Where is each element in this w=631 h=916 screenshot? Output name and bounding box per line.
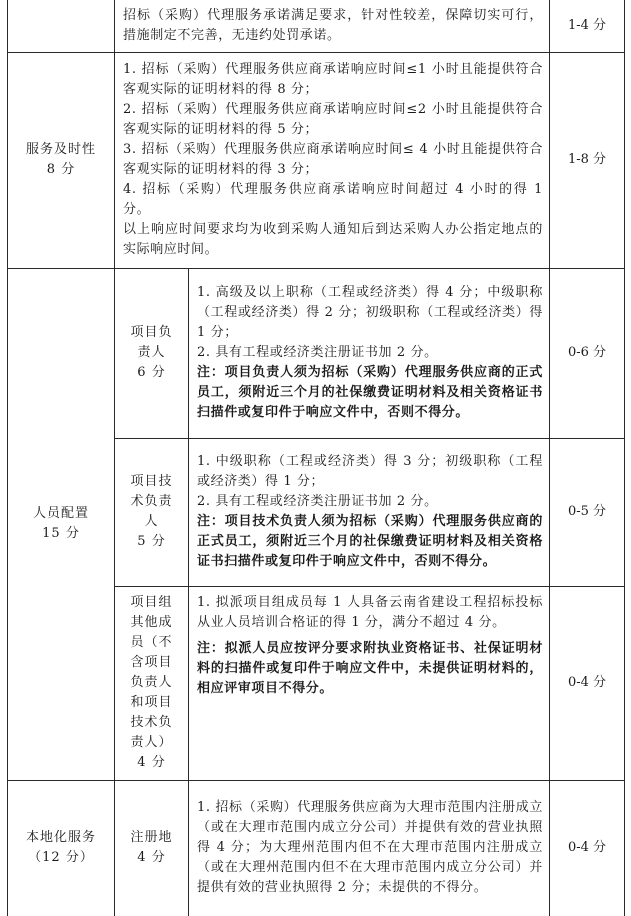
- criteria-item: 2. 招标（采购）代理服务供应商承诺响应时间≤2 小时且能提供符合客观实际的证明材料的得 5 分；: [123, 102, 544, 137]
- subcategory-cell: [115, 268, 189, 438]
- category-points: 8 分: [46, 162, 76, 177]
- score-range: 0-6 分: [550, 268, 625, 438]
- score-range: 0-4 分: [550, 586, 625, 780]
- criteria-item: 1. 中级职称（工程或经济类）得 3 分；初级职称（工程或经济类）得 1 分；: [197, 454, 544, 489]
- subcategory-name: 项目技术负责人: [130, 474, 173, 529]
- subcategory-points: 4 分: [137, 850, 166, 866]
- criteria-cell: [189, 268, 550, 438]
- score-range: 1-8 分: [550, 52, 625, 268]
- category-cell: [8, 52, 115, 268]
- subcategory-cell: [115, 586, 189, 780]
- category-cell-empty: [8, 0, 115, 52]
- criteria-cell: [115, 0, 550, 52]
- criteria-item: 以上响应时间要求均为收到采购人通知后到达采购人办公指定地点的实际响应时间。: [123, 222, 544, 257]
- criteria-cell: [189, 780, 550, 916]
- category-points: 15 分: [42, 526, 80, 541]
- category-cell: [8, 780, 115, 916]
- category-name: 服务及时性: [25, 142, 96, 157]
- subcategory-name: 注册地: [130, 830, 173, 846]
- criteria-text: 招标（采购）代理服务承诺满足要求，针对性较差，保障切实可行，措施制定不完善，无违约处罚承诺。: [123, 7, 544, 43]
- criteria-note: 注：项目技术负责人须为招标（采购）代理服务供应商的正式员工，须附近三个月的社保缴费证明材料及相关资格证书扫描件或复印件于响应文件中，否则不得分。: [197, 514, 544, 569]
- criteria-item: 3. 招标（采购）代理服务供应商承诺响应时间≤ 4 小时且能提供符合客观实际的证明材料的得 3 分；: [123, 142, 544, 177]
- score-range: 0-5 分: [550, 438, 625, 586]
- subcategory-cell: [115, 438, 189, 586]
- subcategory-name: 项目组其他成员（不含项目负责人和项目技术负责人）: [130, 595, 173, 750]
- score-range: 0-4 分: [550, 780, 625, 916]
- scoring-grid: [7, 0, 625, 916]
- subcategory-points: 4 分: [137, 755, 166, 770]
- category-cell: [8, 268, 115, 780]
- scoring-table: [7, 0, 624, 916]
- subcategory-cell: [115, 780, 189, 916]
- criteria-note: 注：拟派人员应按评分要求附执业资格证书、社保证明材料的扫描件或复印件于响应文件中，未提供证明材料的，相应评审项目不得分。: [197, 640, 544, 696]
- score-range: 1-4 分: [550, 0, 625, 52]
- criteria-cell: [189, 438, 550, 586]
- criteria-item: 4. 招标（采购）代理服务供应商承诺响应时间超过 4 小时的得 1 分。: [123, 182, 544, 217]
- category-name: 本地化服务: [25, 830, 96, 846]
- subcategory-points: 6 分: [137, 365, 166, 380]
- criteria-item: 2. 具有工程或经济类注册证书加 2 分。: [197, 494, 438, 509]
- criteria-item: 1. 高级及以上职称（工程或经济类）得 4 分；中级职称（工程或经济类）得 2 分；初级职称（工程或经济类）得 1 分；: [197, 285, 544, 340]
- criteria-item: 2. 具有工程或经济类注册证书加 2 分。: [197, 345, 438, 360]
- criteria-note: 注：项目负责人须为招标（采购）代理服务供应商的正式员工，须附近三个月的社保缴费证明材料及相关资格证书扫描件或复印件于响应文件中，否则不得分。: [197, 365, 544, 420]
- table-row: [8, 0, 625, 52]
- criteria-item: 1. 招标（采购）代理服务供应商为大理市范围内注册成立（或在大理市范围内成立分公司）并提供有效的营业执照得 4 分；为大理州范围内但不在大理市范围内注册成立（或在大理州范围内但不在大理市范围内成立分公司）并提供有效的营业执照得 2 分；未提供的不得分。: [197, 800, 544, 896]
- criteria-item: 1. 招标（采购）代理服务供应商承诺响应时间≤1 小时且能提供符合客观实际的证明材料的得 8 分；: [123, 62, 544, 97]
- table-row: [8, 268, 625, 438]
- category-points: （12 分）: [28, 850, 94, 866]
- category-name: 人员配置: [32, 506, 89, 521]
- criteria-cell: [115, 52, 550, 268]
- subcategory-points: 5 分: [137, 534, 166, 549]
- criteria-item: 1. 拟派项目组成员每 1 人具备云南省建设工程招标投标从业人员培训合格证的得 1 分，满分不超过 4 分。: [197, 594, 544, 630]
- table-row: [8, 52, 625, 268]
- table-row: [8, 780, 625, 916]
- subcategory-name: 项目负责人: [130, 325, 173, 360]
- criteria-cell: [189, 586, 550, 780]
